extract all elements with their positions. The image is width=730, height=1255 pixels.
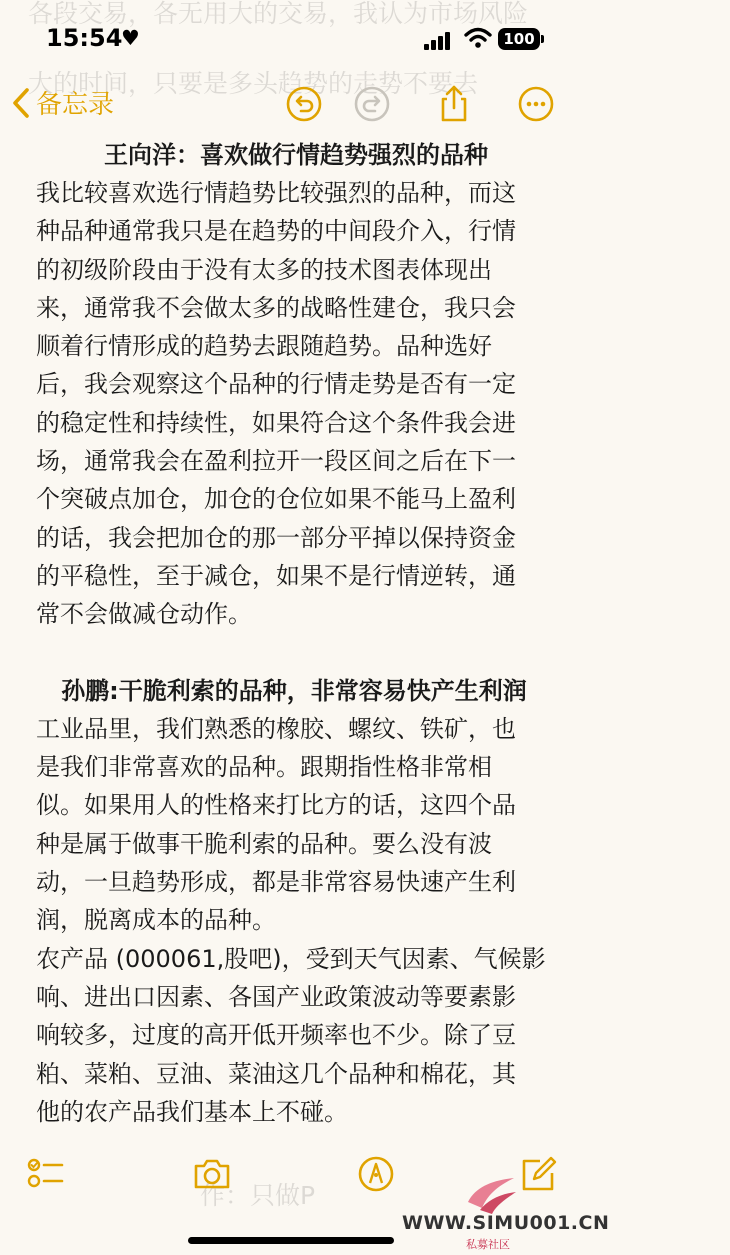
- faded-text-top-2: 大的时间，只要是多头趋势的走势不要去: [28, 69, 479, 98]
- nav-bar: [0, 80, 580, 128]
- note-line: 工业品里，我们熟悉的橡胶、螺纹、铁矿，也: [36, 714, 516, 743]
- home-indicator[interactable]: [188, 1237, 394, 1244]
- watermark-sub: 私募社区: [466, 1238, 510, 1251]
- note-line: 种品种通常我只是在趋势的中间段介入，行情: [36, 217, 516, 246]
- blank-line: [36, 634, 556, 672]
- note-line: 后，我会观察这个品种的行情走势是否有一定: [36, 370, 516, 399]
- note-line: 的话，我会把加仓的那一部分平掉以保持资金: [36, 523, 516, 552]
- section-heading-1: 王向洋：喜欢做行情趋势强烈的品种: [104, 141, 488, 169]
- markup-pen-icon[interactable]: [356, 1154, 396, 1194]
- status-time: 15:54: [46, 24, 123, 52]
- note-line: 粕、菜粕、豆油、菜油这几个品种和棉花，其: [36, 1059, 516, 1088]
- note-line: 个突破点加仓，加仓的仓位如果不能马上盈利: [36, 485, 516, 514]
- faded-text-top: 各段交易，各无用大的交易，我认为市场风险: [28, 0, 529, 28]
- note-line: 顺着行情形成的趋势去跟随趋势。品种选好: [36, 332, 492, 361]
- note-line: 的初级阶段由于没有太多的技术图表体现出: [36, 255, 492, 284]
- battery-indicator: 100: [498, 28, 540, 50]
- undo-icon[interactable]: [284, 84, 324, 124]
- note-line: 农产品 (000061,股吧)，受到天气因素、气候影: [36, 944, 546, 973]
- more-icon[interactable]: [516, 84, 556, 124]
- note-body[interactable]: [36, 136, 556, 1131]
- note-line: 常不会做减仓动作。: [36, 600, 252, 629]
- note-line: 的稳定性和持续性，如果符合这个条件我会进: [36, 408, 516, 437]
- note-line: 是我们非常喜欢的品种。跟期指性格非常相: [36, 753, 492, 782]
- redo-icon[interactable]: [352, 84, 392, 124]
- note-line: 我比较喜欢选行情趋势比较强烈的品种，而这: [36, 179, 516, 207]
- camera-icon[interactable]: [192, 1154, 232, 1194]
- cellular-signal-icon: [424, 30, 454, 50]
- heart-icon: ♥: [121, 26, 140, 50]
- back-button[interactable]: [10, 84, 114, 121]
- back-label: 备忘录: [36, 90, 115, 120]
- status-bar: [0, 20, 580, 60]
- compose-icon[interactable]: [518, 1154, 558, 1194]
- faded-text-bottom: 作：只做P: [200, 1181, 316, 1210]
- note-line: 润，脱离成本的品种。: [36, 906, 276, 935]
- wifi-icon: [464, 27, 492, 49]
- note-line: 的平稳性，至于减仓，如果不是行情逆转，通: [36, 561, 516, 590]
- share-icon[interactable]: [434, 84, 474, 124]
- note-line: 他的农产品我们基本上不碰。: [36, 1097, 348, 1126]
- watermark-site: WWW.SIMU001.CN: [402, 1212, 610, 1234]
- battery-cap: [541, 35, 544, 43]
- note-line: 来，通常我不会做太多的战略性建仓，我只会: [36, 293, 516, 322]
- note-line: 场，通常我会在盈利拉开一段区间之后在下一: [36, 447, 516, 476]
- note-line: 动，一旦趋势形成，都是非常容易快速产生利: [36, 868, 516, 897]
- note-line: 种是属于做事干脆利索的品种。要么没有波: [36, 829, 492, 858]
- section-heading-2: 孙鹏:干脆利索的品种，非常容易快产生利润: [61, 676, 527, 705]
- note-line: 响较多，过度的高开低开频率也不少。除了豆: [36, 1021, 516, 1050]
- note-line: 响、进出口因素、各国产业政策波动等要素影: [36, 982, 516, 1011]
- watermark-logo-icon: [462, 1172, 520, 1216]
- chevron-left-icon: [10, 85, 32, 121]
- note-line: 似。如果用人的性格来打比方的话，这四个品: [36, 791, 516, 820]
- checklist-icon[interactable]: [26, 1154, 66, 1194]
